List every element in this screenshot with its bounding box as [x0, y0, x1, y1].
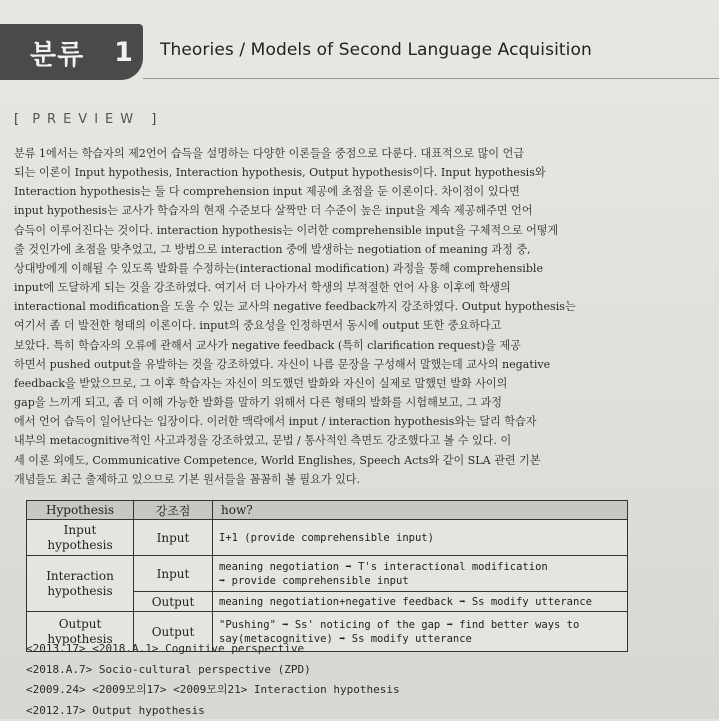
body-line: input hypothesis는 교사가 학습자의 현재 수준보다 살짝만 더 수준이 높은 input을 계속 제공해주면 언어: [14, 201, 626, 220]
preview-bracket-close: ]: [151, 112, 158, 127]
cell-input-type: Input: [134, 520, 213, 556]
cell-interaction-input-type: Input: [134, 556, 213, 592]
how-line: "Pushing" ➡ Ss' noticing of the gap ➡ find better ways to: [219, 618, 623, 632]
preview-bracket-open: [: [14, 112, 21, 127]
exam-references: [26, 639, 626, 721]
preview-body: [14, 144, 626, 489]
body-line: 에서 언어 습득이 일어난다는 입장이다. 이러한 맥락에서 input / interaction hypothesis와는 달리 학습자: [14, 412, 626, 431]
cell-input-how: I+1 (provide comprehensible input): [213, 520, 628, 556]
body-line: interactional modification을 도울 수 있는 교사의 negative feedback까지 강조하였다. Output hypothesis는: [14, 297, 626, 316]
hypothesis-summary-table: [26, 500, 628, 652]
how-line: say(metacognitive) ➡ Ss modify utterance: [219, 632, 623, 646]
how-line: ➡ provide comprehensible input: [219, 574, 623, 588]
body-line: 하면서 pushed output을 유발하는 것을 강조하였다. 자신이 나름 문장을 구성해서 말했는데 교사의 negative: [14, 355, 626, 374]
cell-interaction-input-how: [213, 556, 628, 592]
body-line: 개념들도 최근 출제하고 있으므로 기본 원서들을 꼼꼼히 볼 필요가 있다.: [14, 470, 626, 489]
body-line: 되는 이론이 Input hypothesis, Interaction hypothesis, Output hypothesis이다. Input hypothesis와: [14, 163, 626, 182]
chapter-title: Theories / Models of Second Language Acquisition: [160, 40, 592, 60]
body-line: gap을 느끼게 되고, 좀 더 이해 가능한 발화를 말하기 위해서 다른 형태의 발화를 시험해보고, 그 과정: [14, 393, 626, 412]
chapter-label: 분류: [30, 33, 84, 72]
body-line: 보았다. 특히 학습자의 오류에 관해서 교사가 negative feedback (특히 clarification request)을 제공: [14, 336, 626, 355]
header-hypothesis: Hypothesis: [27, 501, 134, 520]
reference-line: <2009.24> <2009모의17> <2009모의21> Interaction hypothesis: [26, 680, 626, 701]
body-line: 상대방에게 이해될 수 있도록 발화를 수정하는(interactional modification) 과정을 통해 comprehensible: [14, 259, 626, 278]
header-emphasis: 강조점: [134, 501, 213, 520]
body-line: 여기서 좀 더 발전한 형태의 이론이다. input의 중요성을 인정하면서 동시에 output 또한 중요하다고: [14, 316, 626, 335]
cell-output-type: Output: [134, 612, 213, 652]
body-line: 줄 것인가에 초점을 맞추었고, 그 방법으로 interaction 중에 발생하는 negotiation of meaning 과정 중,: [14, 240, 626, 259]
cell-interaction-hypothesis: Interaction hypothesis: [27, 556, 134, 612]
body-line: Interaction hypothesis는 둘 다 comprehension input 제공에 초점을 둔 이론이다. 차이점이 있다면: [14, 182, 626, 201]
reference-line: <2012.17> Output hypothesis: [26, 701, 626, 721]
reference-line: <2013.17> <2018.A.1> Cognitive perspective: [26, 639, 626, 660]
cell-input-hypothesis: Input hypothesis: [27, 520, 134, 556]
body-line: 세 이론 외에도, Communicative Competence, World Englishes, Speech Acts와 같이 SLA 관련 기본: [14, 451, 626, 470]
header-divider: [143, 78, 719, 79]
body-line: 분류 1에서는 학습자의 제2언어 습득을 설명하는 다양한 이론들을 중점으로 다룬다. 대표적으로 많이 언급: [14, 144, 626, 163]
reference-line: <2018.A.7> Socio-cultural perspective (ZPD): [26, 660, 626, 681]
body-line: 내부의 metacognitive적인 사고과정을 강조하였고, 문법 / 통사적인 측면도 강조했다고 볼 수 있다. 이: [14, 431, 626, 450]
preview-heading: [14, 112, 158, 127]
cell-interaction-output-how: meaning negotiation+negative feedback ➡ Ss modify utterance: [213, 592, 628, 612]
chapter-number: 1: [114, 37, 133, 68]
table-row: [27, 556, 628, 592]
cell-output-hypothesis: Output hypothesis: [27, 612, 134, 652]
chapter-tab: [0, 24, 143, 80]
body-line: feedback을 받았으므로, 그 이후 학습자는 자신이 의도했던 발화와 자신이 실제로 말했던 발화 사이의: [14, 374, 626, 393]
header-how: how?: [213, 501, 628, 520]
cell-interaction-output-type: Output: [134, 592, 213, 612]
body-line: 습득이 이루어진다는 것이다. interaction hypothesis는 이러한 comprehensible input을 구체적으로 어떻게: [14, 221, 626, 240]
table-header-row: [27, 501, 628, 520]
preview-heading-text: PREVIEW: [32, 112, 140, 127]
body-line: input에 도달하게 되는 것을 강조하였다. 여기서 더 나아가서 학생의 부적절한 언어 사용 이후에 학생의: [14, 278, 626, 297]
table-row: [27, 520, 628, 556]
how-line: meaning negotiation ➡ T's interactional modification: [219, 560, 623, 574]
